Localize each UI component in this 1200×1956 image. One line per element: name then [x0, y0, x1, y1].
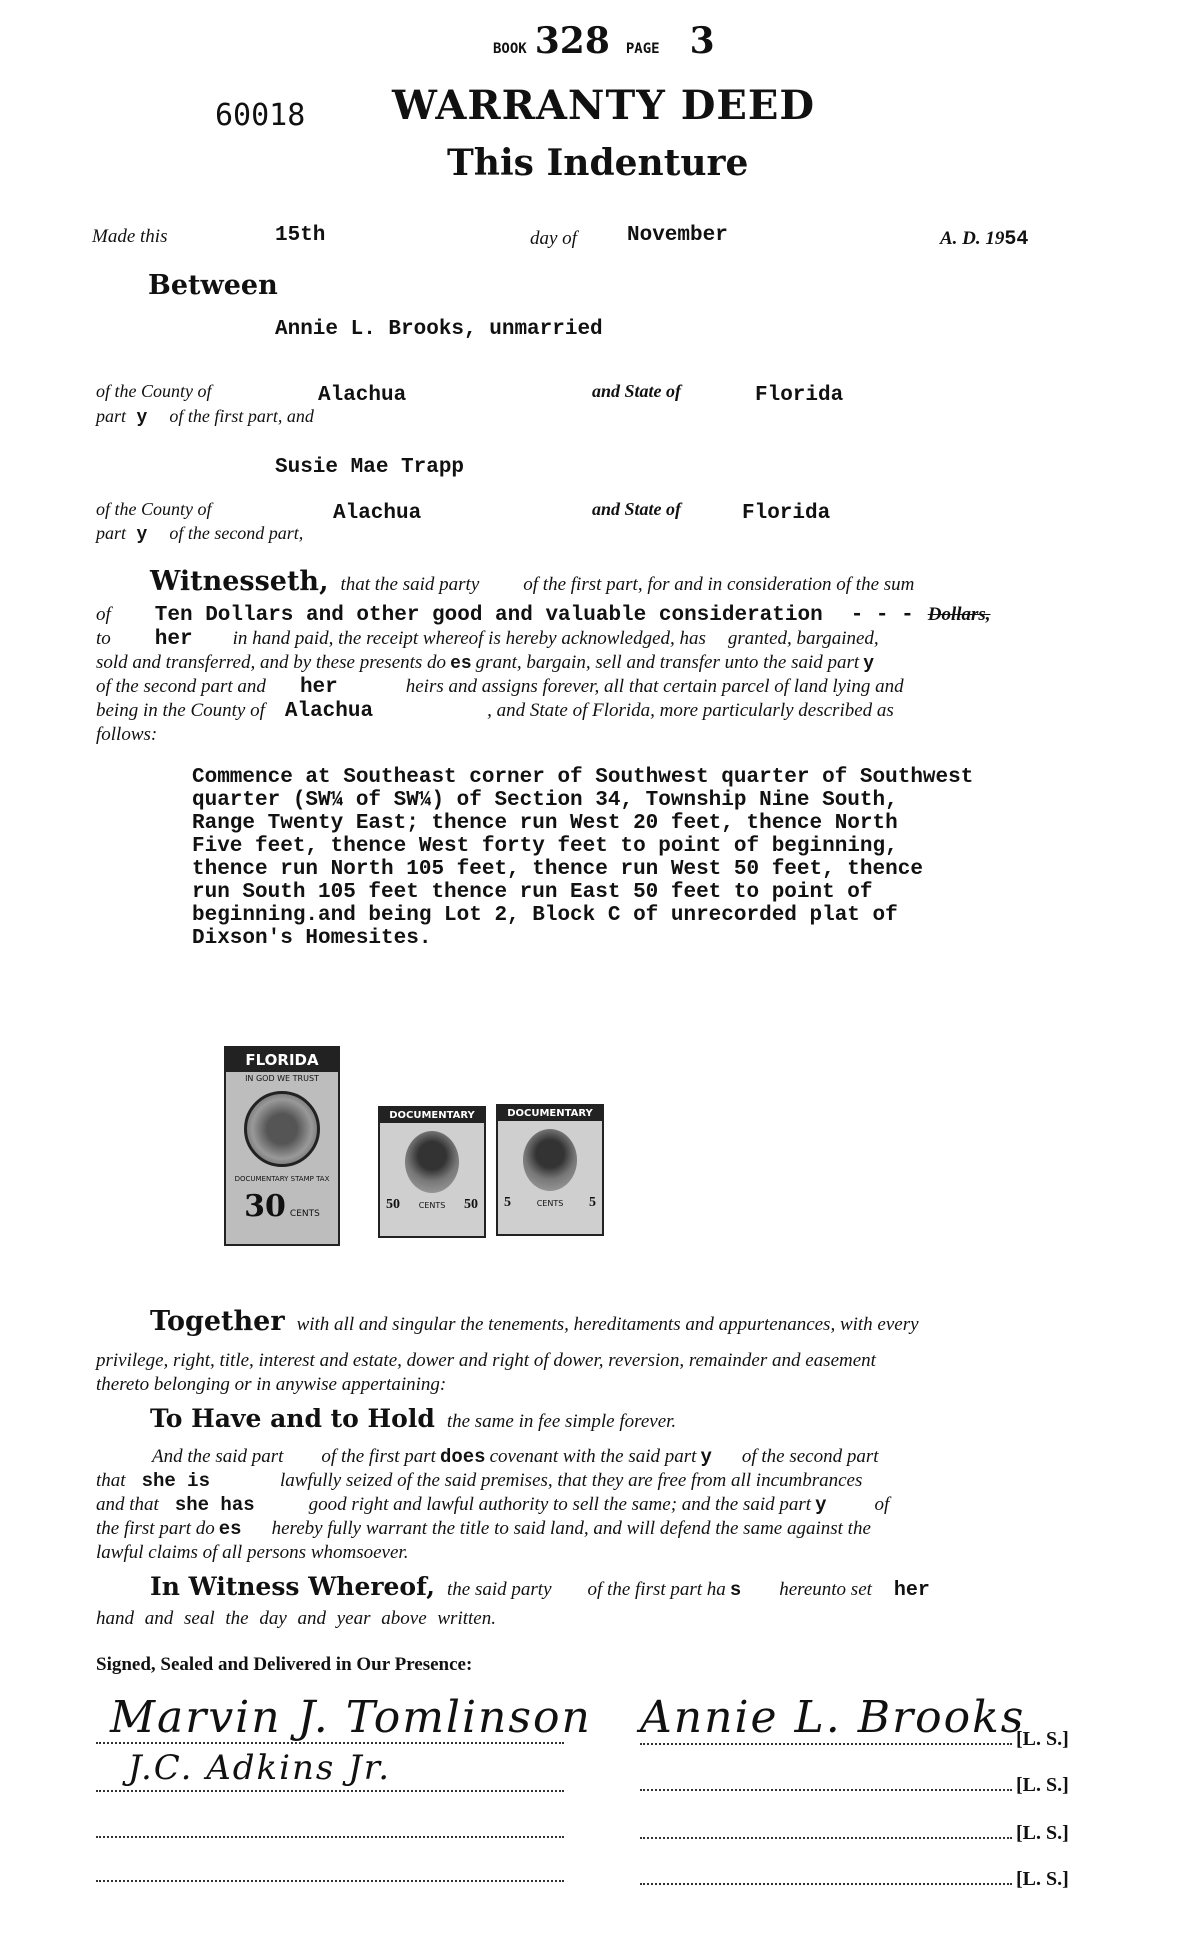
legal-line: thence run North 105 feet, thence run West 50 feet, thence [192, 858, 923, 881]
book-page-stamp [493, 20, 715, 62]
legal-line: quarter (SW¼ of SW¼) of Section 34, Township Nine South, [192, 789, 898, 812]
grantor-state: Florida [755, 384, 844, 407]
portrait-icon [405, 1131, 459, 1193]
florida-seal-icon [244, 1091, 320, 1167]
witness-signature-2: J.C. Adkins Jr. [128, 1748, 392, 1788]
seal-line-1 [640, 1728, 1069, 1751]
in-witness-line-2: hand and seal the day and year above written. [96, 1608, 496, 1629]
deed-title: WARRANTY DEED [392, 82, 816, 129]
in-witness-line-1: In Witness Whereof, the said party of the first part ha s hereunto set her [150, 1572, 930, 1602]
grantee-part-line: part y of the second part, [96, 523, 304, 545]
date-year: 54 [1004, 228, 1029, 251]
florida-stamp-cents: CENTS [289, 1209, 320, 1219]
witness-signature-1: Marvin J. Tomlinson [110, 1692, 592, 1743]
seal-label: [L. S.] [1016, 1868, 1069, 1890]
doc-stamp-label: DOCUMENTARY [498, 1106, 602, 1121]
ad-label: A. D. 1954 [940, 228, 1029, 251]
doc-stamp-cents: CENTS [536, 1198, 564, 1208]
grantor-county-label: of the County of [96, 381, 212, 401]
doc-stamp-value-right: 5 [589, 1195, 596, 1210]
grantee-name: Susie Mae Trapp [275, 456, 465, 479]
grantor-part-line: part y of the first part, and [96, 406, 314, 428]
florida-documentary-stamp [224, 1046, 340, 1246]
grantee-county: Alachua [333, 502, 422, 525]
witness-signature-line-2 [96, 1790, 564, 1792]
florida-stamp-title: FLORIDA [226, 1048, 338, 1072]
doc-stamp-cents: CENTS [418, 1200, 446, 1210]
seal-label: [L. S.] [1016, 1822, 1069, 1844]
legal-description [192, 766, 973, 950]
together-heading: Together [150, 1306, 285, 1337]
covenant-line-4: the first part do es hereby fully warrant the title to said land, and will defend the same against the [96, 1518, 871, 1540]
page-number: 3 [689, 20, 715, 62]
date-month: November [627, 224, 728, 247]
legal-line: Dixson's Homesites. [192, 927, 432, 950]
witnesseth-line-6: being in the County of Alachua , and State of Florida, more particularly described as [96, 700, 894, 723]
legal-line: Range Twenty East; thence run West 20 feet, thence North [192, 812, 898, 835]
signed-sealed-heading: Signed, Sealed and Delivered in Our Presence: [96, 1654, 473, 1675]
witnesseth-line-5: of the second part and her heirs and assigns forever, all that certain parcel of land lying and [96, 676, 904, 699]
doc-stamp-value-right: 50 [464, 1197, 478, 1212]
witnesseth-line-2: of Ten Dollars and other good and valuable consideration - - - Dollars, [96, 604, 991, 627]
grantor-signature: Annie L. Brooks [640, 1692, 1026, 1743]
grantor-state-label: and State of [592, 381, 682, 401]
seal-line-3 [640, 1822, 1069, 1845]
date-day: 15th [275, 224, 326, 247]
seal-label: [L. S.] [1016, 1728, 1069, 1750]
grantee-state-label: and State of [592, 499, 682, 519]
grantee-county-label: of the County of [96, 499, 212, 519]
covenant-line-2: that she is lawfully seized of the said premises, that they are free from all incumbrances [96, 1470, 863, 1492]
legal-line: Commence at Southeast corner of Southwest quarter of Southwest [192, 766, 974, 789]
covenant-line-3: and that she has good right and lawful authority to sell the same; and the said part y of [96, 1494, 890, 1516]
seal-line-2 [640, 1774, 1069, 1797]
book-label: BOOK [493, 41, 527, 57]
consideration: Ten Dollars and other good and valuable consideration [154, 604, 823, 627]
florida-stamp-motto: IN GOD WE TRUST [245, 1074, 319, 1083]
legal-line: run South 105 feet thence run East 50 feet to point of [192, 881, 873, 904]
between-heading: Between [148, 270, 278, 301]
witnesseth-line-1: Witnesseth, that the said party of the first part, for and in consideration of the sum [150, 566, 915, 597]
book-number: 328 [534, 20, 610, 62]
deed-subtitle: This Indenture [447, 142, 749, 184]
seal-label: [L. S.] [1016, 1774, 1069, 1796]
witness-signature-line-3 [96, 1836, 564, 1838]
witnesseth-line-4: sold and transferred, and by these presents do es grant, bargain, sell and transfer unto the said part y [96, 652, 875, 674]
witnesseth-line-7: follows: [96, 724, 158, 745]
doc-stamp-value: 50 [386, 1197, 400, 1212]
legal-line: Five feet, thence West forty feet to point of beginning, [192, 835, 898, 858]
documentary-stamp-50 [378, 1106, 486, 1238]
made-this-label: Made this [92, 226, 168, 247]
florida-stamp-type: DOCUMENTARY STAMP TAX [234, 1175, 330, 1183]
doc-stamp-value: 5 [504, 1195, 511, 1210]
witnesseth-heading: Witnesseth, [150, 566, 329, 597]
in-witness-heading: In Witness Whereof, [150, 1572, 436, 1601]
legal-line: beginning.and being Lot 2, Block C of unrecorded plat of [192, 904, 898, 927]
together-line-2: privilege, right, title, interest and estate, dower and right of dower, reversion, remainder and easement [96, 1350, 876, 1371]
together-line-3: thereto belonging or in anywise appertaining: [96, 1374, 447, 1395]
witnesseth-line-3: to her in hand paid, the receipt whereof is hereby acknowledged, has granted, bargained, [96, 628, 879, 651]
file-number: 60018 [215, 98, 306, 133]
portrait-icon [523, 1129, 577, 1191]
grantor-name: Annie L. Brooks, unmarried [275, 318, 603, 341]
florida-stamp-value: 30 [244, 1189, 286, 1224]
witness-signature-line-4 [96, 1880, 564, 1882]
covenant-line-5: lawful claims of all persons whomsoever. [96, 1542, 409, 1563]
grantee-state: Florida [742, 502, 831, 525]
habendum-heading: To Have and to Hold [150, 1404, 435, 1433]
covenant-line-1: And the said part of the first part does covenant with the said part y of the second part [152, 1446, 879, 1468]
page-label: PAGE [625, 41, 660, 57]
doc-stamp-label: DOCUMENTARY [380, 1108, 484, 1123]
documentary-stamp-5 [496, 1104, 604, 1236]
habendum-line: To Have and to Hold the same in fee simple forever. [150, 1404, 677, 1433]
grantor-county: Alachua [318, 384, 407, 407]
day-of-label: day of [530, 228, 577, 249]
together-line-1: Together with all and singular the tenements, hereditaments and appurtenances, with every [150, 1306, 919, 1337]
seal-line-4 [640, 1868, 1069, 1891]
